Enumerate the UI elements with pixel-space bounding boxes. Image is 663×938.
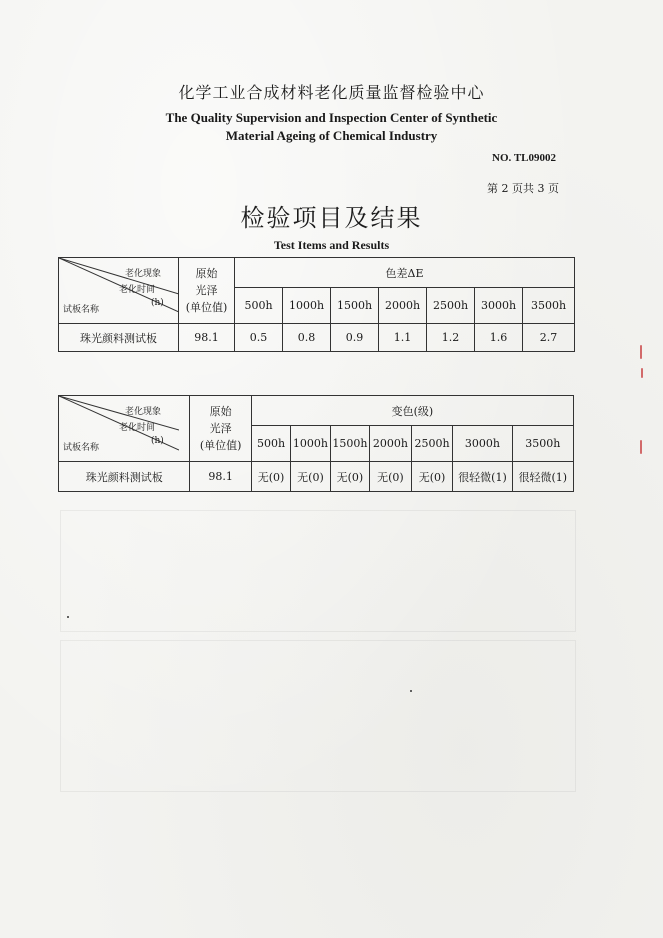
time-header: 2500h: [411, 426, 453, 462]
gloss-header-line3: (单位值): [199, 439, 242, 453]
value-cell: 无(0): [251, 462, 290, 492]
gloss-header-line2: 光泽: [209, 421, 232, 435]
discoloration-table: [58, 395, 574, 492]
table-row: [59, 324, 575, 352]
corner-header-cell: [59, 396, 190, 462]
corner-header-cell: [59, 258, 179, 324]
sample-name-cell: 珠光颜料测试板: [59, 462, 190, 492]
time-header: 1500h: [330, 426, 369, 462]
gloss-header-line3: (单位值): [185, 301, 228, 315]
value-cell: 1.6: [475, 324, 523, 352]
value-cell: 无(0): [370, 462, 412, 492]
time-header: 1000h: [291, 426, 330, 462]
time-header: 2000h: [379, 288, 427, 324]
time-unit-label: (h): [151, 298, 164, 308]
aging-phenomenon-label: 老化现象: [125, 269, 162, 279]
time-header: 3000h: [453, 426, 512, 462]
time-header: 3500h: [523, 288, 575, 324]
time-header: 500h: [235, 288, 283, 324]
scan-artifact-dot: [67, 616, 69, 618]
time-unit-label: (h): [151, 436, 164, 446]
sample-name-cell: 珠光颜料测试板: [59, 324, 179, 352]
value-cell: 很轻微(1): [512, 462, 573, 492]
time-header: 1000h: [283, 288, 331, 324]
time-header: 3500h: [512, 426, 573, 462]
value-cell: 0.9: [331, 324, 379, 352]
table-row: [59, 462, 574, 492]
value-cell: 0.5: [235, 324, 283, 352]
time-header: 500h: [251, 426, 290, 462]
scan-artifact-dot: [410, 690, 412, 692]
org-name-en-line1: The Quality Supervision and Inspection Center of Synthetic: [165, 110, 498, 125]
page-subtitle: Test Items and Results: [273, 238, 390, 252]
scan-artifact-mark: [640, 345, 642, 359]
gloss-value-cell: 98.1: [179, 324, 235, 352]
aging-phenomenon-label: 老化现象: [125, 407, 162, 417]
sample-name-label: 试板名称: [63, 443, 100, 453]
group-header: 变色(级): [251, 396, 573, 426]
page-title: 检验项目及结果: [240, 204, 423, 232]
bleed-through-box: [60, 640, 576, 792]
value-cell: 无(0): [330, 462, 369, 492]
time-header: 3000h: [475, 288, 523, 324]
scan-artifact-mark: [641, 368, 643, 378]
gloss-header-line1: 原始: [195, 266, 218, 280]
bleed-through-box: [60, 510, 576, 632]
aging-time-label: 老化时间: [119, 423, 156, 433]
gloss-value-cell: 98.1: [190, 462, 251, 492]
org-name-cn: 化学工业合成材料老化质量监督检验中心: [178, 83, 485, 102]
org-name-en-line2: Material Ageing of Chemical Industry: [225, 128, 438, 143]
sample-name-label: 试板名称: [63, 305, 100, 315]
value-cell: 很轻微(1): [453, 462, 512, 492]
gloss-header-line2: 光泽: [195, 283, 218, 297]
page-number: 第 2 页共 3 页: [487, 182, 559, 195]
group-header: 色差ΔE: [235, 258, 575, 288]
scan-artifact-mark: [640, 440, 642, 454]
time-header: 2500h: [427, 288, 475, 324]
original-gloss-header: [179, 258, 235, 324]
value-cell: 1.2: [427, 324, 475, 352]
color-difference-table: [58, 257, 575, 352]
original-gloss-header: [190, 396, 251, 462]
value-cell: 无(0): [411, 462, 453, 492]
gloss-header-line1: 原始: [209, 404, 232, 418]
time-header: 2000h: [370, 426, 412, 462]
time-header: 1500h: [331, 288, 379, 324]
value-cell: 1.1: [379, 324, 427, 352]
value-cell: 2.7: [523, 324, 575, 352]
value-cell: 0.8: [283, 324, 331, 352]
aging-time-label: 老化时间: [119, 285, 156, 295]
value-cell: 无(0): [291, 462, 330, 492]
document-number: NO. TL09002: [492, 152, 556, 164]
